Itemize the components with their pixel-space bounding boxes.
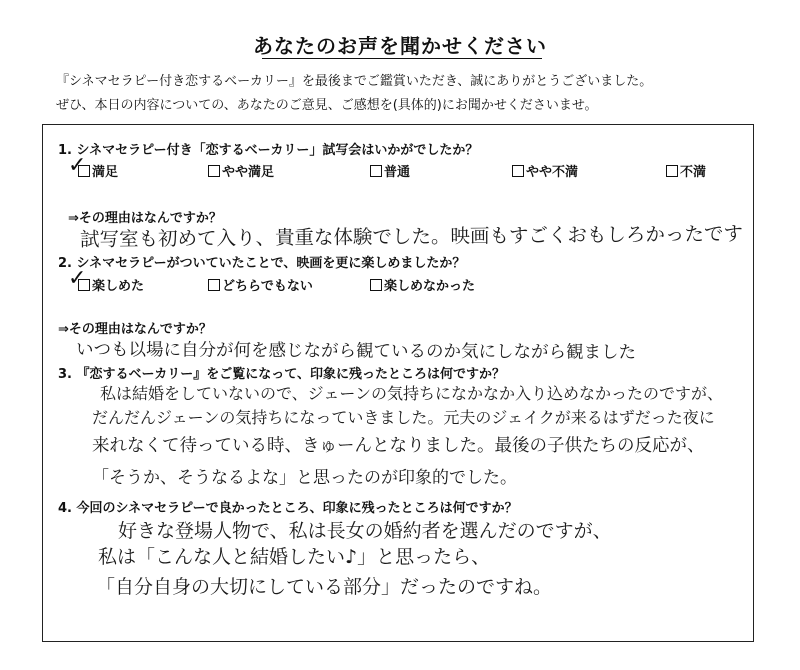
q1-option-somewhat-dissatisfied[interactable]: [512, 161, 578, 180]
q3-answer-line: 私は結婚をしていないので、ジェーンの気持ちになかなか入り込めなかったのですが、: [100, 384, 724, 403]
q1-option-label: 満足: [92, 165, 119, 180]
q2-reason-label: ⇒その理由はなんですか？: [58, 322, 212, 337]
q1-option-neutral[interactable]: [370, 161, 410, 180]
q4-answer-line: 私は「こんな人と結婚したい♪」と思ったら、: [98, 546, 491, 568]
q1-checkbox-somewhat-satisfied[interactable]: [208, 165, 220, 177]
q3-answer-line: 「そうか、そうなるよな」と思ったのが印象的でした。: [92, 468, 517, 488]
q1-option-label: やや不満: [526, 165, 579, 180]
q3-question: 3. 『恋するベーカリー』をご覧になって、印象に残ったところは何ですか？: [58, 367, 505, 382]
q1-checkbox-somewhat-dissatisfied[interactable]: [512, 165, 524, 177]
q1-checkbox-neutral[interactable]: [370, 165, 382, 177]
q2-checkbox-neither[interactable]: [208, 279, 220, 291]
intro-line-1: 『シネマセラピー付き恋するベーカリー』を最後までご鑑賞いただき、誠にありがとうございました。: [56, 74, 653, 89]
title-underline: [262, 58, 542, 59]
q2-option-enjoyed[interactable]: [78, 275, 144, 294]
page-title: あなたのお声を聞かせください: [253, 34, 547, 58]
q4-answer-line: 「自分自身の大切にしている部分」だったのですね。: [96, 576, 553, 598]
q1-option-dissatisfied[interactable]: [666, 161, 706, 180]
q2-checkmark-icon: ✓: [68, 266, 87, 291]
q1-option-label: 不満: [680, 165, 707, 180]
q1-option-somewhat-satisfied[interactable]: [208, 161, 274, 180]
q1-handwritten-answer: 試写室も初めて入り、貴重な体験でした。映画もすごくおもしろかったです: [79, 222, 744, 251]
q1-question: 1. シネマセラピー付き「恋するベーカリー」試写会はいかがでしたか？: [58, 143, 479, 158]
q2-question: 2. シネマセラピーがついていたことで、映画を更に楽しめましたか？: [58, 256, 466, 271]
q2-option-neither[interactable]: [208, 275, 313, 294]
q2-option-label: 楽しめなかった: [384, 279, 476, 294]
q4-answer-line: 好きな登場人物で、私は長女の婚約者を選んだのですが、: [118, 520, 612, 542]
q3-answer-line: 来れなくて待っている時、きゅーんとなりました。最後の子供たちの反応が、: [92, 436, 705, 456]
q1-option-label: やや満足: [222, 165, 275, 180]
q3-answer-line: だんだんジェーンの気持ちになっていきました。元夫のジェイクが来るはずだった夜に: [92, 408, 715, 427]
q4-question: 4. 今回のシネマセラピーで良かったところ、印象に残ったところは何ですか？: [58, 501, 518, 516]
q2-option-label: どちらでもない: [222, 279, 313, 294]
q1-option-label: 普通: [384, 165, 411, 180]
q1-checkmark-icon: ✓: [68, 153, 87, 178]
intro-line-2: ぜひ、本日の内容についての、あなたのご意見、ご感想を(具体的)にお聞かせくださいませ。: [56, 98, 598, 113]
q2-checkbox-not-enjoyed[interactable]: [370, 279, 382, 291]
q1-checkbox-dissatisfied[interactable]: [666, 165, 678, 177]
q1-reason-label: ⇒その理由はなんですか？: [68, 211, 222, 226]
q2-handwritten-answer: いつも以場に自分が何を感じながら観ているのか気にしながら観ました: [75, 340, 637, 363]
q2-option-not-enjoyed[interactable]: [370, 275, 475, 294]
q2-option-label: 楽しめた: [92, 279, 145, 294]
